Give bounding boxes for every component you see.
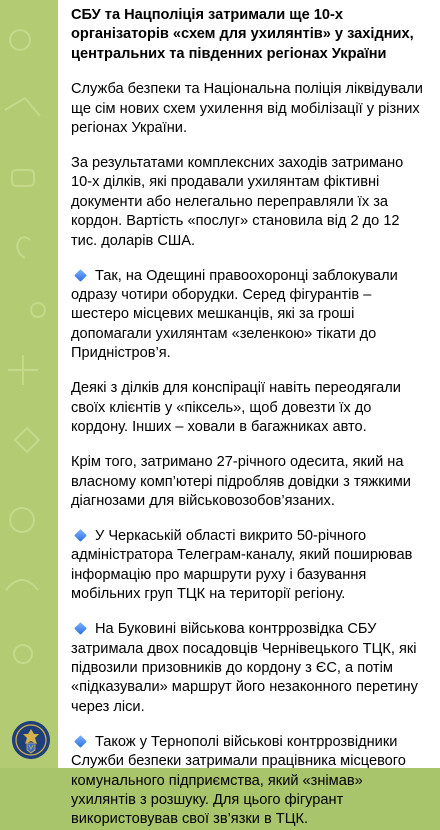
post-paragraph [71,620,428,717]
doodle-pattern [0,0,58,768]
post-body [71,80,428,830]
paragraph-text: Так, на Одещині правоохоронці заблокували одразу чотири оборудки. Серед фігурантів – шестеро місцевих мешканців, які за гроші допомагали ухилянтам «зеленкою» тікати до Придністров’я. [71,267,398,362]
paragraph-text: Деякі з ділків для конспірації навіть переодягали своїх клієнтів у «піксель», щоб довезти їх до кордону. Інших – ховали в багажниках авто. [71,380,401,436]
message-bubble [58,0,440,828]
blue-diamond-icon [74,529,87,542]
post-paragraph [71,453,428,511]
sbu-emblem-icon [12,721,50,759]
post-paragraph [71,80,428,138]
post-paragraph [71,267,428,364]
post-title: СБУ та Нацполіція затримали ще 10-х організаторів «схем для ухилянтів» у західних, центральних та південних регіонах України [71,7,414,62]
chat-background-pattern [0,0,58,768]
paragraph-text: Крім того, затримано 27-річного одесита, який на власному комп’ютері підробляв довідки з тяжкими діагнозами для військовозобов’язаних. [71,454,411,509]
post-paragraph [71,379,428,437]
blue-diamond-icon [74,622,87,635]
paragraph-text: Також у Тернополі військові контррозвідники Служби безпеки затримали працівника місцевого комунального підприємства, який «знімав» ухилянтів з розшуку. Для цього фігурант використовував свої зв’язки в ТЦК. [71,733,406,828]
blue-diamond-icon [74,269,87,282]
post-paragraph [71,527,428,605]
paragraph-text: Служба безпеки та Національна поліція ліквідували ще сім нових схем ухилення від мобілізації у різних регіонах України. [71,81,423,137]
post-paragraph [71,733,428,830]
channel-avatar[interactable] [12,721,50,759]
blue-diamond-icon [74,735,87,748]
post-paragraph [71,154,428,251]
paragraph-text: На Буковині військова контррозвідка СБУ затримала двох посадовців Чернівецького ТЦК, які підвозили призовників до кордону з ЄС, а потім «підказували» маршрут його незаконного перетину через ліси. [71,621,418,715]
paragraph-text: За результатами комплексних заходів затримано 10-х ділків, які продавали ухилянтам фіктивні документи або нелегально переправляли їх за кордон. Вартість «послуг» становила від 2 до 12 тис. доларів США. [71,155,404,249]
paragraph-text: У Черкаській області викрито 50-річного адміністратора Телеграм-каналу, який поширював інформацію про маршрути руху і базування мобільних груп ТЦК на території регіону. [71,527,413,603]
